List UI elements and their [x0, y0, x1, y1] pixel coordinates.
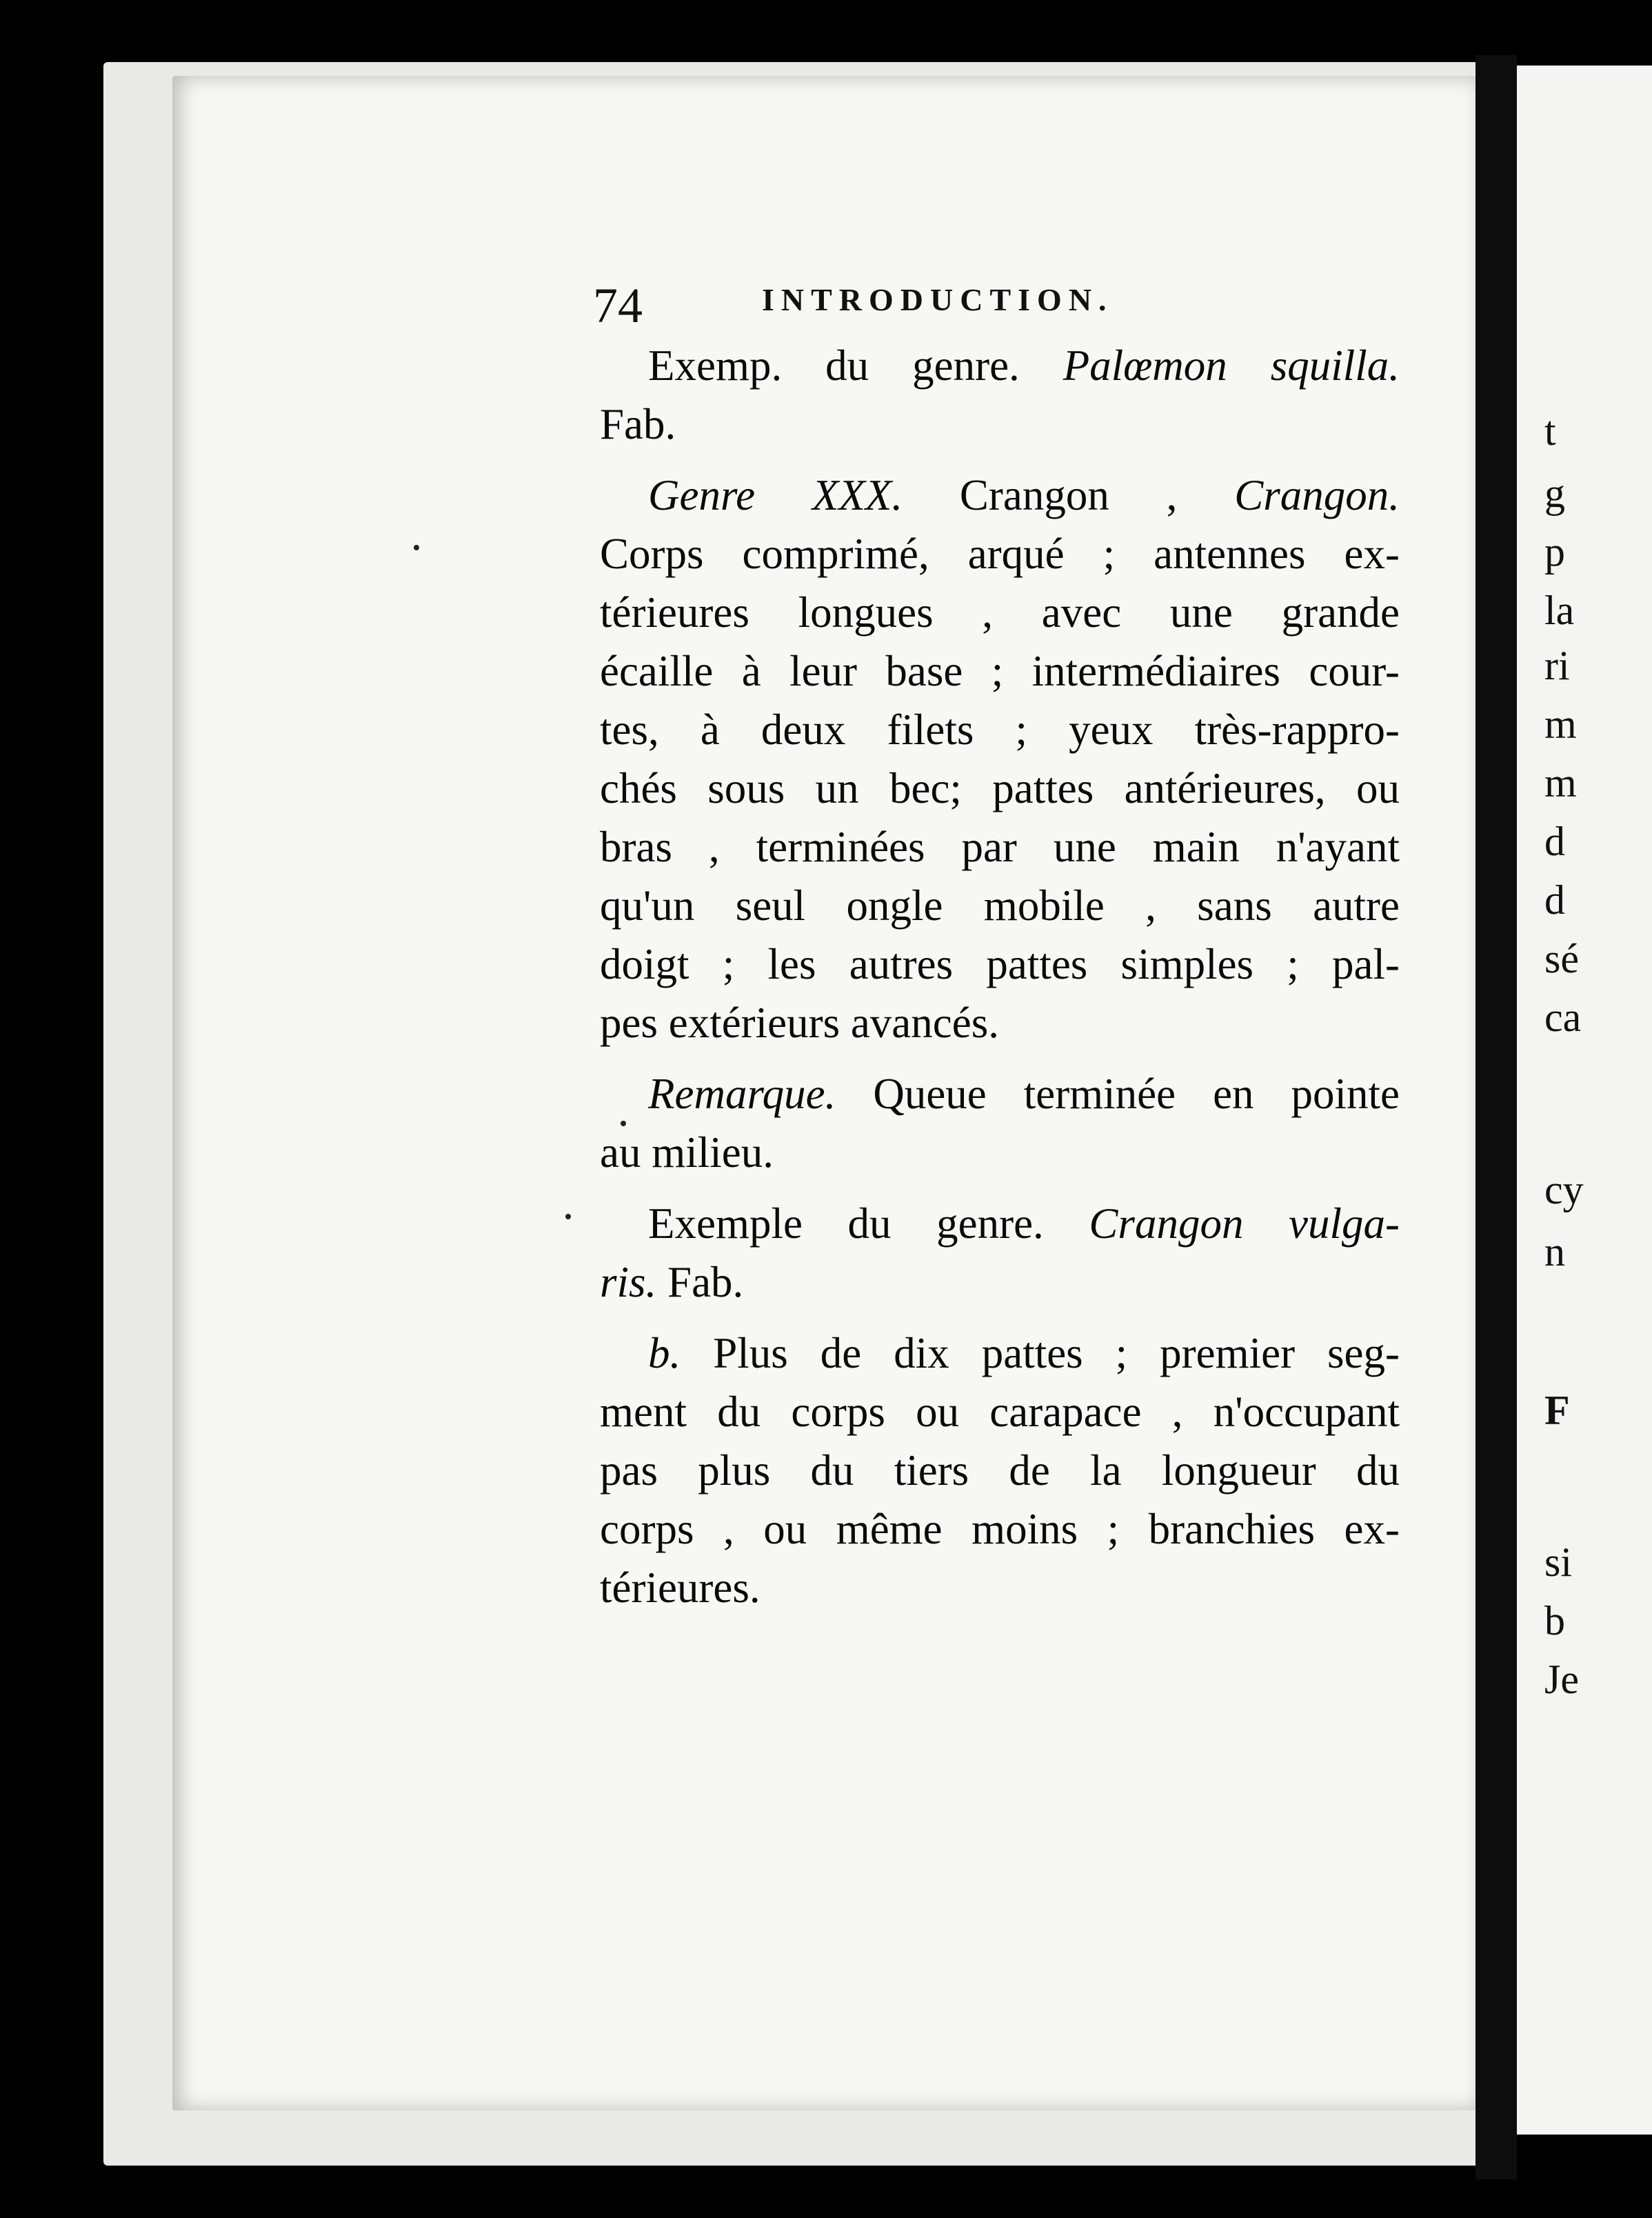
- scan-speck: [565, 1214, 571, 1219]
- text-run: Plus de dix pattes ; premier seg-: [681, 1329, 1400, 1377]
- text-line: qu'un seul ongle mobile , sans autre: [600, 881, 1400, 930]
- text-line: corps , ou même moins ; branchies ex-: [600, 1505, 1400, 1553]
- facing-page-glyph: d: [1544, 819, 1565, 864]
- facing-page-glyph: m: [1544, 760, 1577, 806]
- text-line: pas plus du tiers de la longueur du: [600, 1446, 1400, 1495]
- running-title: INTRODUCTION.: [762, 282, 1114, 317]
- page-body-text: [600, 337, 1400, 1630]
- book-gutter: [1475, 55, 1517, 2179]
- text-line: Fab.: [600, 400, 676, 448]
- facing-page-glyph: la: [1544, 588, 1575, 633]
- text-run: Exemple du genre.: [648, 1199, 1089, 1248]
- text-line: doigt ; les autres pattes simples ; pal-: [600, 940, 1400, 988]
- scan-speck: [414, 545, 419, 550]
- section-letter: b.: [648, 1329, 681, 1377]
- facing-page-glyph: ri: [1544, 643, 1570, 688]
- facing-page-glyph: t: [1544, 408, 1556, 454]
- species-name: Crangon vulga-: [1089, 1199, 1400, 1248]
- facing-page-glyph: sé: [1544, 936, 1579, 981]
- text-line: [600, 337, 1400, 395]
- text-line: térieures.: [600, 1563, 760, 1612]
- paragraph-remarque: [600, 1065, 1400, 1182]
- text-line: ment du corps ou carapace , n'occupant: [600, 1388, 1400, 1436]
- species-name: Palœmon squilla.: [1062, 341, 1400, 390]
- text-line: Corps comprimé, arqué ; antennes ex-: [600, 530, 1400, 578]
- genus-heading: [600, 466, 1400, 525]
- facing-page-fragment: [1517, 66, 1652, 2135]
- facing-page-glyph: Je: [1544, 1657, 1579, 1702]
- text-run: Fab.: [656, 1258, 744, 1306]
- text-run: Queue terminée en pointe: [836, 1070, 1400, 1118]
- text-line: térieures longues , avec une grande: [600, 588, 1400, 637]
- text-line: chés sous un bec; pattes antérieures, ou: [600, 764, 1400, 812]
- paragraph-section-b: [600, 1324, 1400, 1617]
- remark-label: Remarque.: [648, 1070, 836, 1118]
- text-line: pes extérieurs avancés.: [600, 999, 999, 1047]
- facing-page-glyph: ca: [1544, 995, 1582, 1040]
- genus-name-french: Crangon ,: [903, 471, 1235, 519]
- text-run: Exemp. du genre.: [648, 341, 1063, 390]
- text-line: [600, 1253, 1400, 1312]
- facing-page-glyph: si: [1544, 1539, 1573, 1585]
- text-line: [600, 1065, 1400, 1123]
- text-line: bras , terminées par une main n'ayant: [600, 823, 1400, 871]
- paragraph-genre-xxx: [600, 466, 1400, 1052]
- facing-page-glyph: F: [1544, 1388, 1570, 1433]
- species-name-end: ris.: [600, 1258, 657, 1306]
- facing-page-glyph: cy: [1544, 1167, 1584, 1212]
- genus-number: Genre XXX.: [648, 471, 903, 519]
- facing-page-glyph: d: [1544, 877, 1565, 923]
- text-line: écaille à leur base ; intermédiaires cour-: [600, 647, 1400, 695]
- text-line: [600, 1324, 1400, 1383]
- paragraph-example-crangon: [600, 1195, 1400, 1312]
- page-number: 74: [593, 278, 643, 333]
- facing-page-glyph: m: [1544, 701, 1577, 747]
- facing-page-glyph: p: [1544, 529, 1565, 575]
- genus-name-latin: Crangon.: [1234, 471, 1400, 519]
- facing-page-glyph: g: [1544, 470, 1565, 516]
- facing-page-glyph: b: [1544, 1598, 1565, 1643]
- text-line: tes, à deux filets ; yeux très-rappro-: [600, 706, 1400, 754]
- text-line: [600, 1195, 1400, 1253]
- text-line: au milieu.: [600, 1128, 774, 1177]
- facing-page-glyph: n: [1544, 1229, 1565, 1275]
- paragraph-example-palaemon: [600, 337, 1400, 454]
